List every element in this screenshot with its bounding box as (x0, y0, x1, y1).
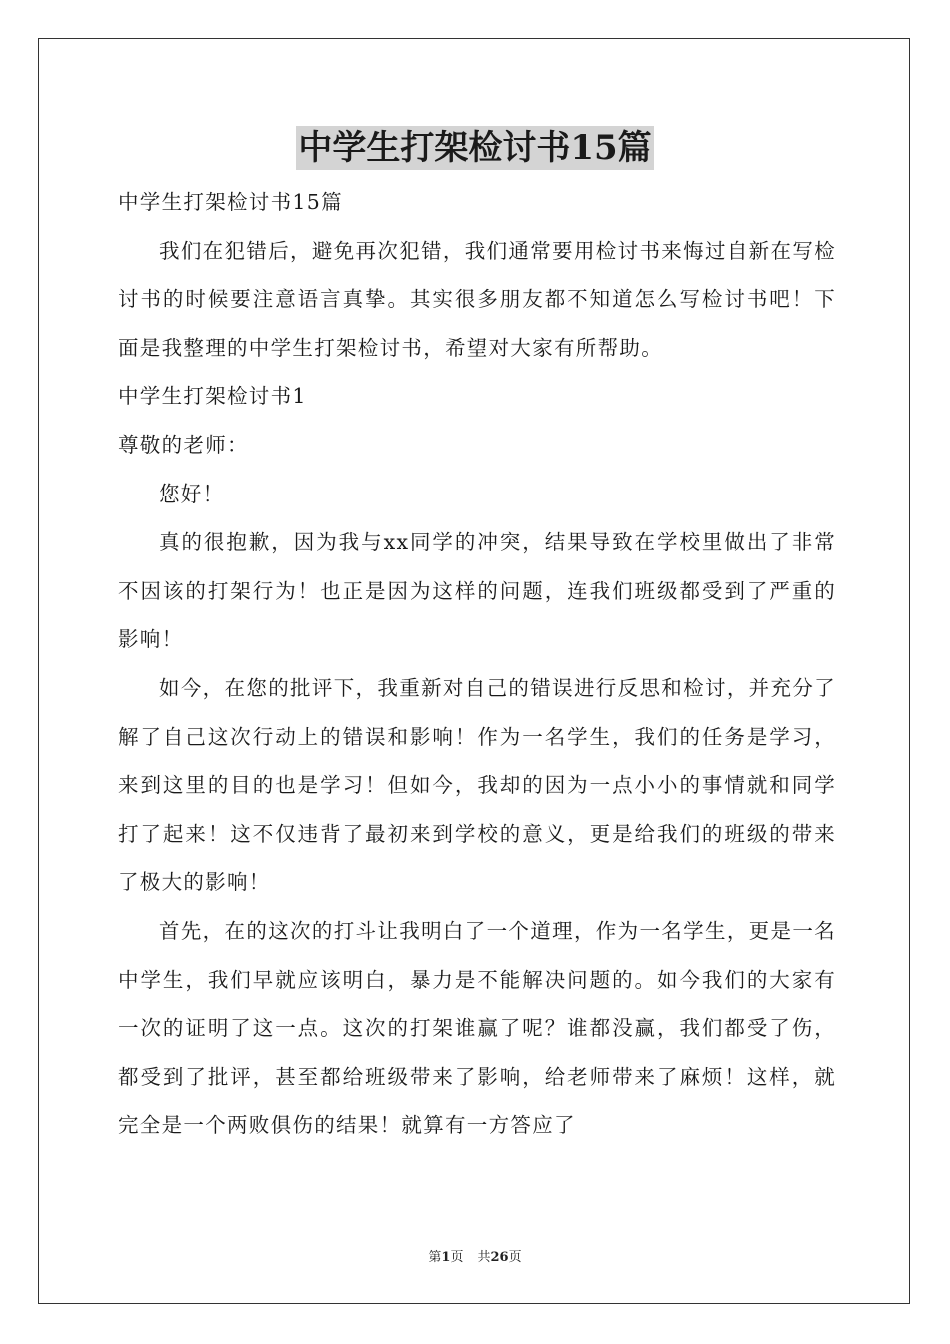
title-container (0, 126, 950, 170)
page-prefix: 第 (428, 1250, 442, 1265)
paragraph: 中学生打架检讨书15篇 (118, 190, 343, 214)
page-footer (0, 1246, 950, 1265)
total-prefix: 共 (477, 1250, 491, 1265)
total-pages: 26 (490, 1250, 509, 1265)
document-title: 中学生打架检讨书15篇 (298, 128, 652, 168)
document-body (118, 178, 836, 1150)
page-number: 1 (441, 1250, 451, 1265)
paragraph: 首先，在的这次的打斗让我明白了一个道理，作为一名学生，更是一名中学生，我们早就应该明白，暴力是不能解决问题的。如今我们的大家有一次的证明了这一点。这次的打架谁赢了呢？谁都没赢，我们都受了伤，都受到了批评，甚至都给班级带来了影响，给老师带来了麻烦！这样，就完全是一个两败俱伤的结果！就算有一方答应了 (118, 918, 836, 1138)
section-heading: 中学生打架检讨书1 (118, 384, 307, 409)
paragraph: 我们在犯错后，避免再次犯错，我们通常要用检讨书来悔过自新在写检讨书的时候要注意语言真挚。其实很多朋友都不知道怎么写检讨书吧！下面是我整理的中学生打架检讨书，希望对大家有所帮助。 (118, 238, 836, 360)
page-suffix: 页 (450, 1250, 464, 1265)
total-suffix: 页 (508, 1250, 522, 1265)
greeting: 您好！ (159, 481, 225, 506)
paragraph: 真的很抱歉，因为我与xx同学的冲突，结果导致在学校里做出了非常不因该的打架行为！也正是因为这样的问题，连我们班级都受到了严重的影响！ (118, 530, 836, 652)
salutation: 尊敬的老师： (118, 432, 249, 457)
paragraph: 如今，在您的批评下，我重新对自己的错误进行反思和检讨，并充分了解了自己这次行动上的错误和影响！作为一名学生，我们的任务是学习，来到这里的目的也是学习！但如今，我却的因为一点小小的事情就和同学打了起来！这不仅违背了最初来到学校的意义，更是给我们的班级的带来了极大的影响！ (118, 675, 836, 895)
